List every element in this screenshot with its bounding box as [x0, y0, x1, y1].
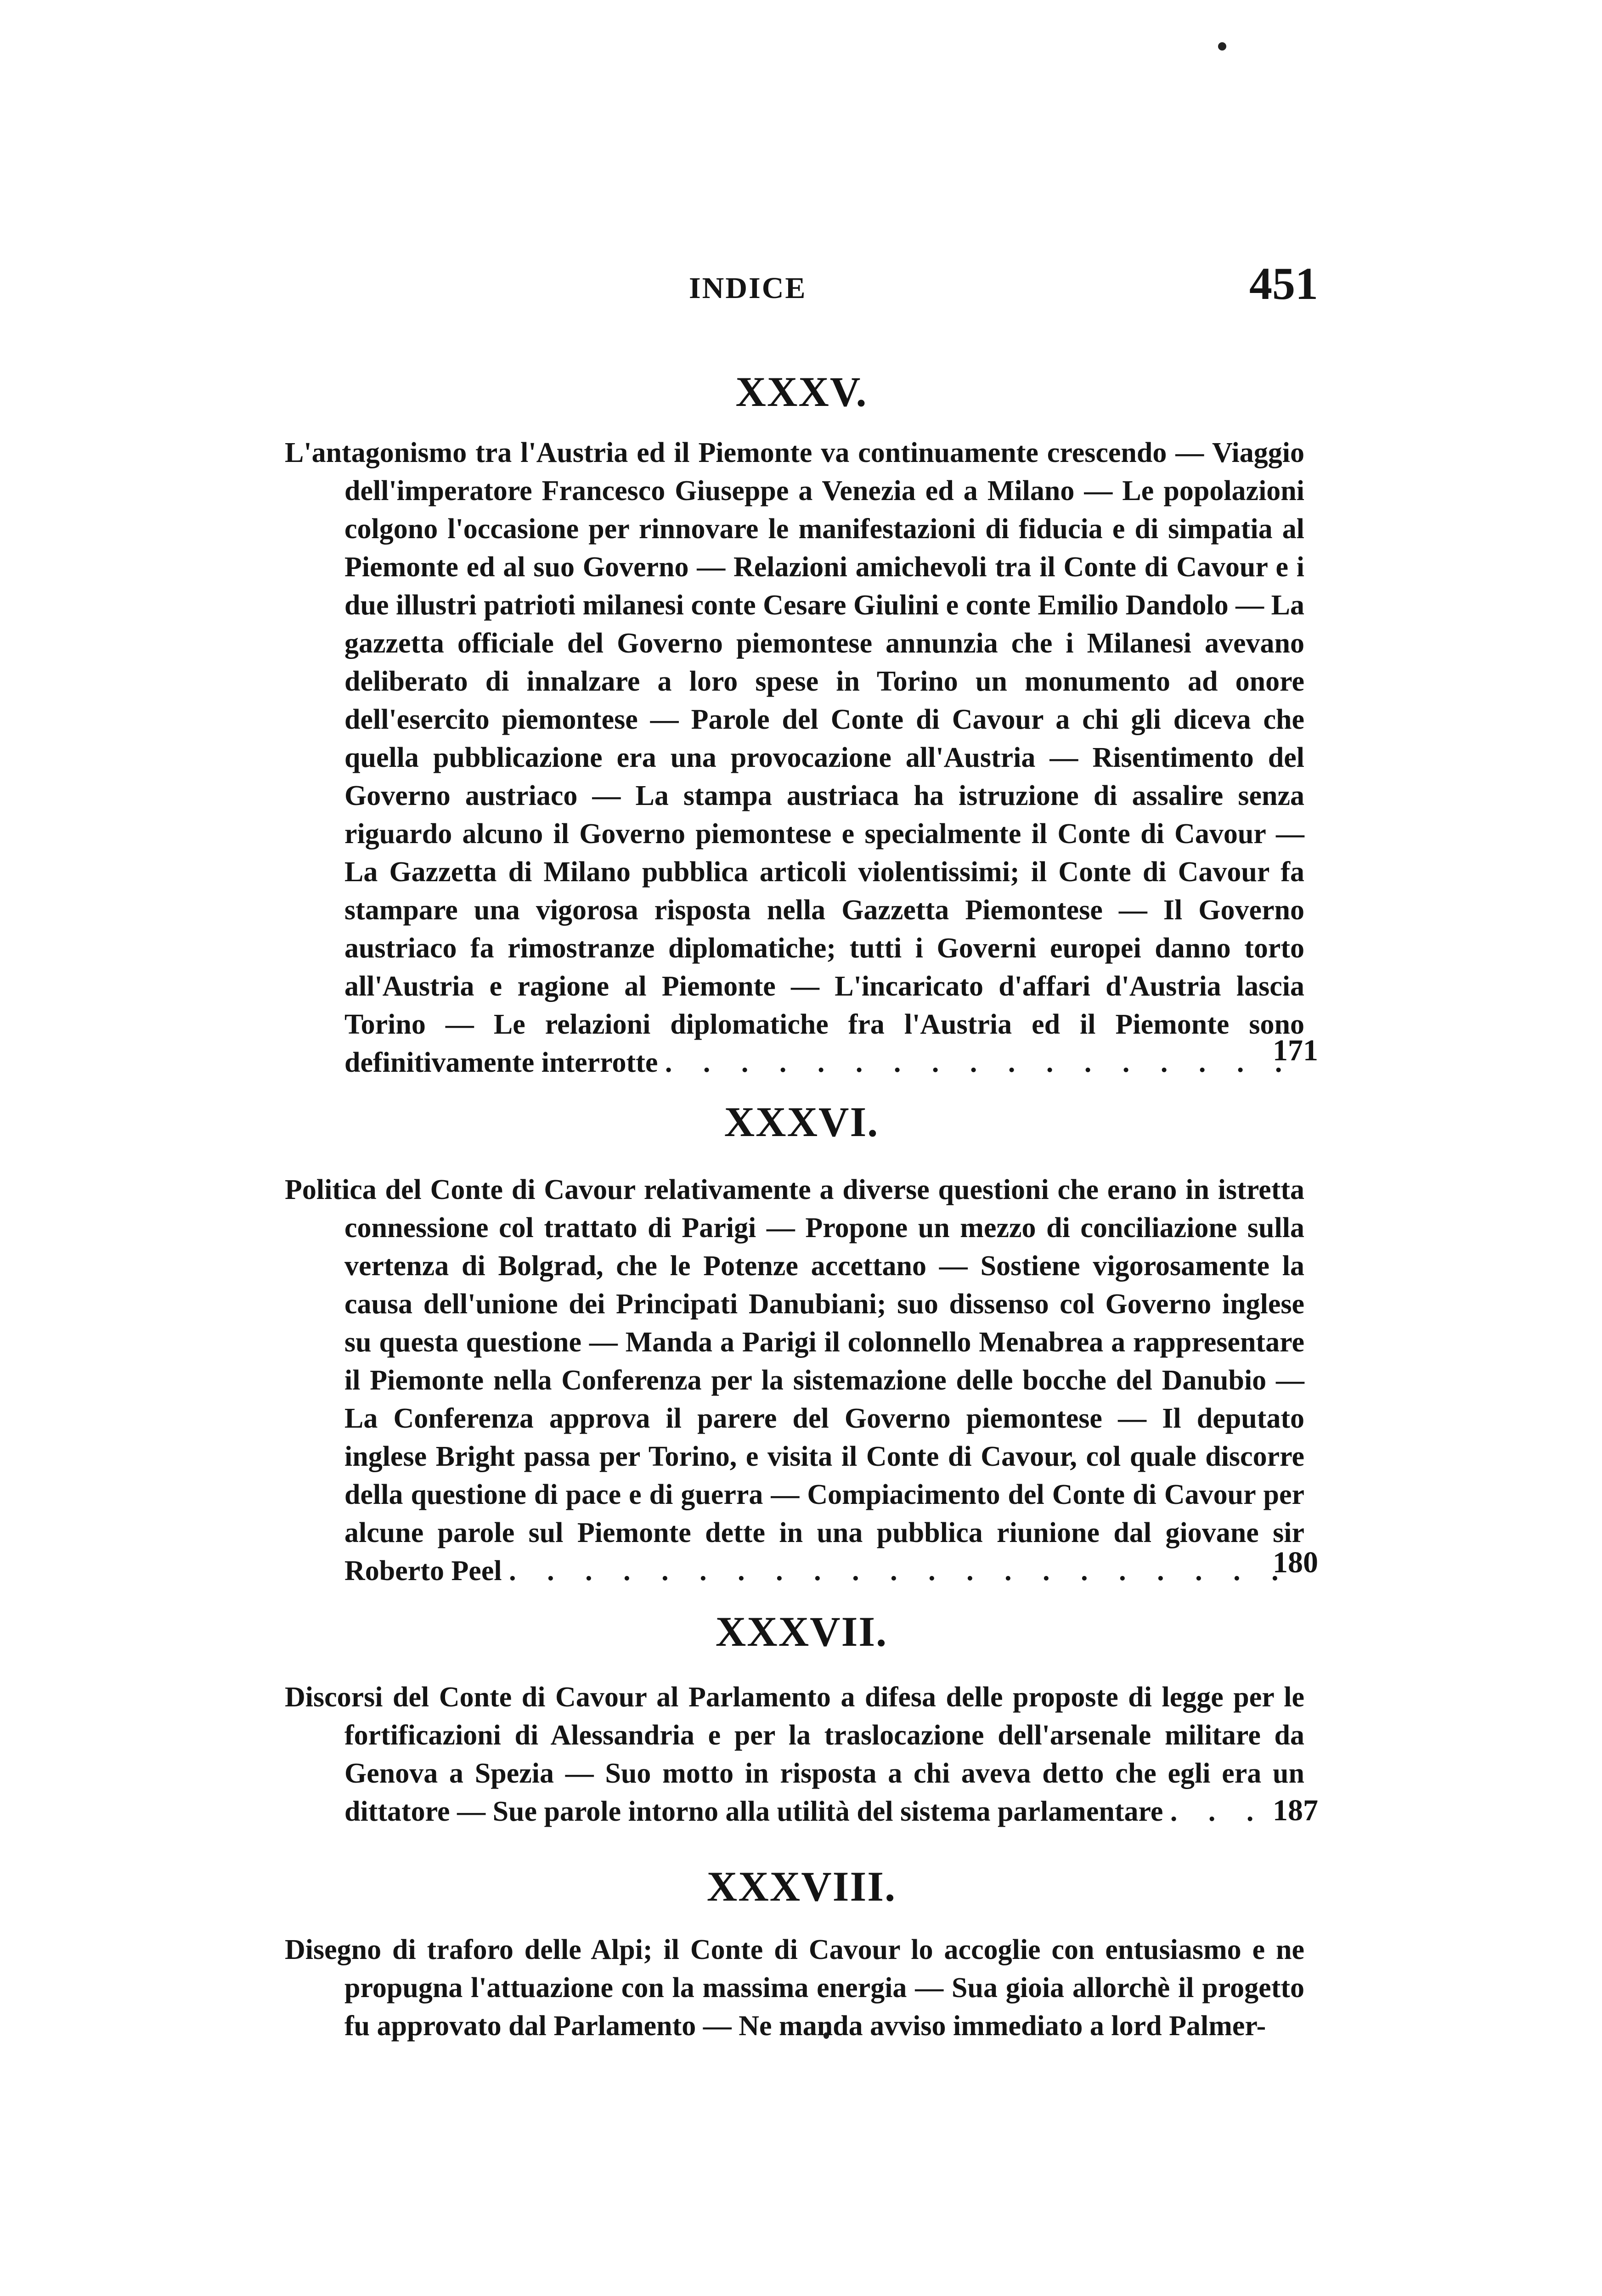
- entry-text: L'antagonismo tra l'Austria ed il Piemonte va continuamente crescendo — Viaggio dell'imperatore Francesco Giuseppe a Venezia ed a Milano — Le popolazioni colgono l'occasione per rinnovare le manifestazioni di fiducia e di simpatia al Piemonte ed al suo Governo — Relazioni amichevoli tra il Conte di Cavour e i due illustri patrioti milanesi conte Cesare Giulini e conte Emilio Dandolo — La gazzetta officiale del Governo piemontese annunzia che i Milanesi avevano deliberato di innalzare a loro spese in Torino un monumento ad onore dell'esercito piemontese — Parole del Conte di Cavour a chi gli diceva che quella pubblicazione era una provocazione all'Austria — Risentimento del Governo austriaco — La stampa austriaca ha istruzione di assalire senza riguardo alcuno il Governo piemontese e specialmente il Conte di Cavour — La Gazzetta di Milano pubblica articoli violentissimi; il Conte di Cavour fa stampare una vigorosa risposta nella Gazzetta Piemontese — Il Governo austriaco fa rimostranze diplomatiche; tutti i Governi europei danno torto all'Austria e ragione al Piemonte — L'incaricato d'affari d'Austria lascia Torino — Le relazioni diplomatiche fra l'Austria ed il Piemonte sono definitivamente interrotte: [285, 437, 1304, 1078]
- leader-dots: . . . . . . . . . . . . . . . . . . . . .: [509, 1555, 1291, 1587]
- leader-dots: . . . . . . . . . . . . . . . . .: [665, 1047, 1294, 1078]
- entry-summary: [285, 434, 1304, 1082]
- entry-summary: [285, 1931, 1304, 2045]
- entry-text: Disegno di traforo delle Alpi; il Conte di Cavour lo accoglie con entusiasmo e ne propugna l'attuazione con la massima energia — Sua gioia allorchè il progetto fu approvato dal Parlamento — Ne manda avviso immediato a lord Palmer-: [285, 1934, 1304, 2042]
- running-title: INDICE: [689, 271, 807, 305]
- entry-text: Discorsi del Conte di Cavour al Parlamento a difesa delle proposte di legge per le fortificazioni di Alessandria e per la traslocazione dell'arsenale militare da Genova a Spezia — Suo motto in risposta a chi aveva detto che egli era un dittatore — Sue parole intorno alla utilità del sistema parlamentare: [285, 1682, 1304, 1827]
- running-head: [285, 257, 1318, 312]
- entry-page-number: 171: [1273, 1034, 1318, 1067]
- entry-summary: [285, 1171, 1304, 1590]
- entry-page-number: 180: [1273, 1546, 1318, 1579]
- entry-summary: [285, 1678, 1304, 1831]
- section-heading: XXXVI.: [724, 1098, 879, 1145]
- scan-speck: [1218, 42, 1226, 51]
- page-number: 451: [1249, 258, 1318, 309]
- entry-page-number: 187: [1273, 1794, 1318, 1827]
- section-heading: XXXVIII.: [706, 1863, 897, 1910]
- entry-text: Politica del Conte di Cavour relativamente a diverse questioni che erano in istretta connessione col trattato di Parigi — Propone un mezzo di conciliazione sulla vertenza di Bolgrad, che le Potenze accettano — Sostiene vigorosamente la causa dell'unione dei Principati Danubiani; suo dissenso col Governo inglese su questa questione — Manda a Parigi il colonnello Menabrea a rappresentare il Piemonte nella Conferenza per la sistemazione delle bocche del Danubio — La Conferenza approva il parere del Governo piemontese — Il deputato inglese Bright passa per Torino, e visita il Conte di Cavour, col quale discorre della questione di pace e di guerra — Compiacimento del Conte di Cavour per alcune parole sul Piemonte dette in una pubblica riunione dal giovane sir Roberto Peel: [285, 1174, 1304, 1587]
- leader-dots: . . .: [1170, 1796, 1266, 1827]
- section-heading: XXXVII.: [715, 1608, 888, 1655]
- section-heading: XXXV.: [735, 368, 868, 415]
